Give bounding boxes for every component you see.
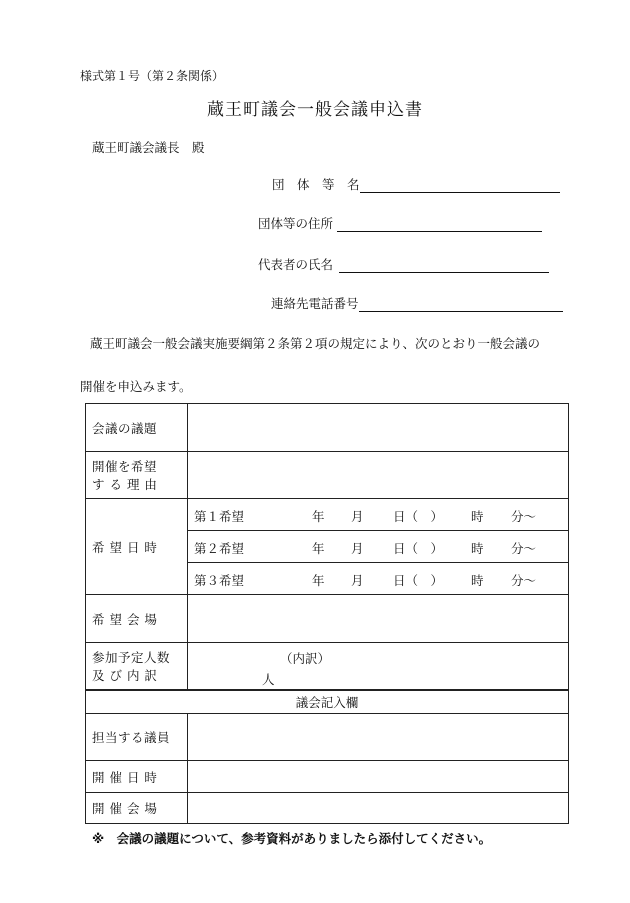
hour-unit: 時 [471, 573, 484, 588]
hour-unit: 時 [471, 509, 484, 524]
intro-text-line-1: 蔵王町議会一般会議実施要綱第２条第２項の規定により、次のとおり一般会議の [90, 336, 541, 351]
choice-3-row[interactable] [188, 563, 568, 594]
breakdown-label: （内訳） [280, 651, 331, 666]
organization-address-field [258, 214, 542, 232]
held-venue-row [86, 793, 569, 824]
preferred-date-choices [188, 499, 569, 595]
attendees-input[interactable] [188, 643, 569, 690]
agenda-row [86, 404, 569, 452]
day-unit: 日（ ） [393, 541, 444, 556]
held-venue-input[interactable] [188, 793, 569, 824]
representative-name-input[interactable] [339, 257, 549, 273]
member-label: 担当する議員 [86, 714, 188, 761]
reason-label [86, 452, 188, 499]
year-unit: 年 [312, 509, 325, 524]
held-datetime-input[interactable] [188, 761, 569, 793]
attendees-row [86, 643, 569, 690]
organization-address-label: 団体等の住所 [258, 216, 334, 231]
choice-2-label: 第２希望 [194, 541, 245, 556]
reason-label-line-2: す る 理 由 [92, 477, 158, 492]
form-number: 様式第１号（第２条関係） [80, 69, 225, 83]
attendees-label [86, 643, 188, 690]
reason-input[interactable] [188, 452, 569, 499]
year-unit: 年 [312, 541, 325, 556]
member-input[interactable] [188, 714, 569, 761]
held-venue-label: 開 催 会 場 [86, 793, 188, 824]
intro-text-line-2: 開催を申込みます。 [80, 379, 192, 394]
minute-unit: 分～ [511, 541, 537, 556]
minute-unit: 分～ [511, 509, 537, 524]
held-datetime-label: 開 催 日 時 [86, 761, 188, 793]
application-table [85, 403, 569, 824]
organization-address-input[interactable] [337, 216, 542, 232]
reason-row [86, 452, 569, 499]
choice-3-label: 第３希望 [194, 573, 245, 588]
venue-label: 希 望 会 場 [86, 595, 188, 643]
choice-2-row[interactable] [188, 531, 568, 563]
organization-name-label: 団 体 等 名 [272, 177, 360, 192]
venue-row [86, 595, 569, 643]
organization-name-field [272, 175, 560, 193]
month-unit: 月 [351, 541, 364, 556]
phone-number-label: 連絡先電話番号 [271, 296, 359, 311]
addressee: 蔵王町議会議長 殿 [92, 140, 205, 155]
person-unit: 人 [262, 672, 275, 687]
organization-name-input[interactable] [360, 177, 560, 193]
council-section-row [86, 690, 569, 714]
council-section-header: 議会記入欄 [86, 690, 569, 714]
day-unit: 日（ ） [393, 509, 444, 524]
form-title: 蔵王町議会一般会議申込書 [207, 100, 423, 120]
preferred-date-row [86, 499, 569, 595]
month-unit: 月 [351, 573, 364, 588]
phone-number-input[interactable] [359, 296, 563, 312]
hour-unit: 時 [471, 541, 484, 556]
month-unit: 月 [351, 509, 364, 524]
representative-name-field [258, 255, 549, 273]
venue-input[interactable] [188, 595, 569, 643]
preferred-date-label: 希 望 日 時 [86, 499, 188, 595]
representative-name-label: 代表者の氏名 [258, 257, 334, 272]
attendees-label-line-2: 及 び 内 訳 [92, 667, 158, 683]
reason-label-line-1: 開催を希望 [92, 459, 158, 474]
minute-unit: 分～ [511, 573, 537, 588]
held-datetime-row [86, 761, 569, 793]
year-unit: 年 [312, 573, 325, 588]
day-unit: 日（ ） [393, 573, 444, 588]
choice-1-label: 第１希望 [194, 509, 245, 524]
phone-number-field [271, 294, 563, 312]
agenda-input[interactable] [188, 404, 569, 452]
choice-1-row[interactable] [188, 499, 568, 531]
attendees-label-line-1: 参加予定人数 [92, 649, 171, 665]
attachment-note: ※ 会議の議題について、参考資料がありましたら添付してください。 [92, 831, 492, 846]
member-row [86, 714, 569, 761]
agenda-label: 会議の議題 [86, 404, 188, 452]
